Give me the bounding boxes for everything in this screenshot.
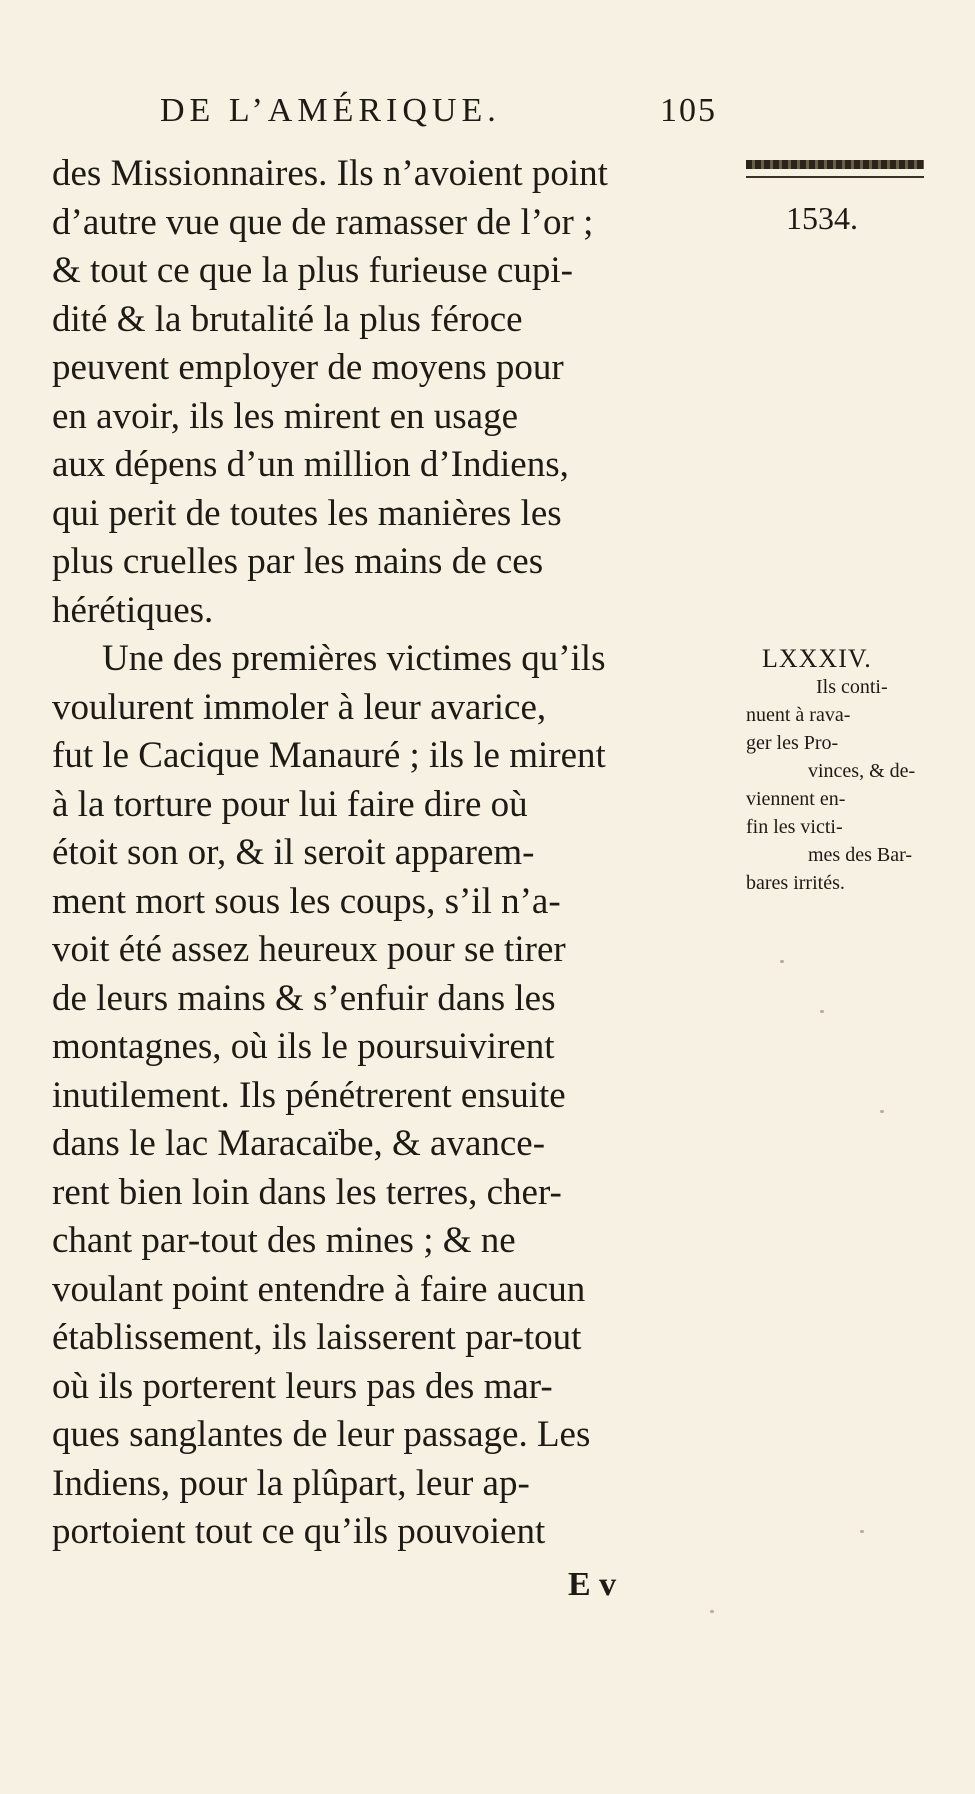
text-line: & tout ce que la plus furieuse cupi- <box>52 250 573 291</box>
paper-speck <box>780 960 784 963</box>
text-line: peuvent employer de moyens pour <box>52 347 564 388</box>
text-line: des Missionnaires. Ils n’avoient point <box>52 153 608 194</box>
running-title: DE L’AMÉRIQUE. <box>160 92 501 129</box>
paper-speck <box>880 1110 884 1113</box>
text-line: ques sanglantes de leur passage. Les <box>52 1414 591 1455</box>
text-line: étoit son or, & il seroit apparem- <box>52 832 535 873</box>
text-line: voulant point entendre à faire aucun <box>52 1268 586 1310</box>
margin-note-line: viennent en- <box>746 788 846 810</box>
text-line: hérétiques. <box>52 589 214 631</box>
margin-note-line: bares irrités. <box>746 872 845 894</box>
paper-speck <box>860 1530 864 1533</box>
margin-note-line: ger les Pro- <box>746 732 839 754</box>
paper-speck <box>820 1010 824 1013</box>
text-line: à la torture pour lui faire dire où <box>52 783 528 825</box>
text-line: dans le lac Maracaïbe, & avance- <box>52 1123 546 1164</box>
margin-note-line: vinces, & de- <box>808 760 916 782</box>
paragraph-start-line: Une des premières victimes qu’ils <box>102 638 606 679</box>
text-line: ment mort sous les coups, s’il n’a- <box>52 880 561 922</box>
paper-speck <box>710 1610 714 1613</box>
text-line: Indiens, pour la plûpart, leur ap- <box>52 1462 530 1504</box>
text-line: inutilement. Ils pénétrerent ensuite <box>52 1074 566 1116</box>
margin-note-line: mes des Bar- <box>808 844 913 866</box>
margin-note <box>742 645 942 897</box>
text-line: établissement, ils laisserent par-tout <box>52 1317 582 1358</box>
text-line: aux dépens d’un million d’Indiens, <box>52 444 569 485</box>
margin-note-number: LXXXIV. <box>762 644 872 673</box>
text-line: montagnes, où ils le poursuivirent <box>52 1026 555 1067</box>
text-line: fut le Cacique Manauré ; ils le mirent <box>52 735 606 776</box>
text-line: dité & la brutalité la plus féroce <box>52 298 523 340</box>
body-text <box>52 150 752 1557</box>
margin-note-line: Ils conti- <box>816 676 888 698</box>
text-line: où ils porterent leurs pas des mar- <box>52 1365 553 1407</box>
margin-ornament-rule <box>746 160 924 169</box>
text-line: d’autre vue que de ramasser de l’or ; <box>52 201 594 243</box>
text-line: portoient tout ce qu’ils pouvoient <box>52 1511 546 1552</box>
running-header <box>160 92 720 130</box>
text-line: chant par-tout des mines ; & ne <box>52 1220 516 1261</box>
text-line: plus cruelles par les mains de ces <box>52 541 544 582</box>
text-line: voit été assez heureux pour se tirer <box>52 929 566 970</box>
text-line: qui perit de toutes les manières les <box>52 492 562 534</box>
margin-year: 1534. <box>786 200 858 236</box>
text-line: rent bien loin dans les terres, cher- <box>52 1171 562 1213</box>
text-line: de leurs mains & s’enfuir dans les <box>52 977 556 1019</box>
text-line: voulurent immoler à leur avarice, <box>52 686 547 728</box>
margin-note-line: nuent à rava- <box>746 704 851 726</box>
text-line: en avoir, ils les mirent en usage <box>52 395 519 437</box>
margin-ornament-underline <box>746 176 924 178</box>
margin-note-line: fin les victi- <box>746 816 843 838</box>
page-number: 105 <box>660 92 717 129</box>
catchword: E v <box>568 1566 617 1603</box>
